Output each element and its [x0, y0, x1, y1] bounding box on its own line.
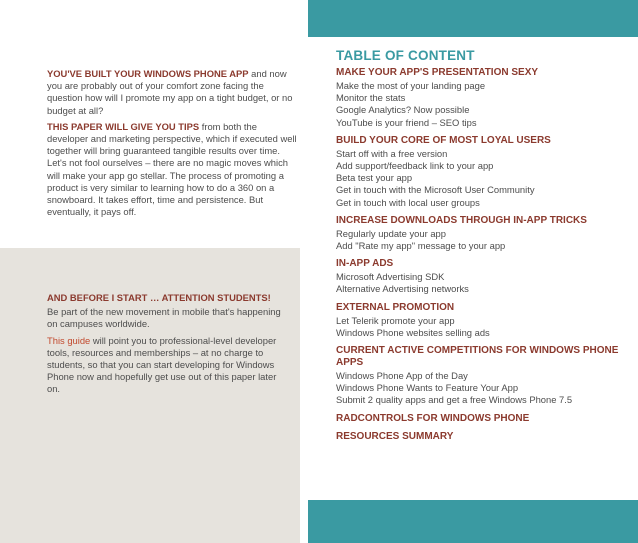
toc-item[interactable]: Regularly update your app [336, 227, 446, 239]
intro-section [47, 68, 297, 222]
toc-section-heading[interactable]: CURRENT ACTIVE COMPETITIONS FOR WINDOWS PHONE APPS [336, 345, 619, 369]
toc-item[interactable]: Let Telerik promote your app [336, 314, 455, 326]
students-paragraph-2 [47, 335, 287, 396]
toc-section-heading[interactable]: INCREASE DOWNLOADS THROUGH IN-APP TRICKS [336, 214, 587, 226]
toc-item[interactable]: Get in touch with the Microsoft User Community [336, 184, 535, 196]
toc-item[interactable]: Make the most of your landing page [336, 80, 486, 91]
students-line-1: Be part of the new movement in mobile that's happening on campuses worldwide. [47, 306, 281, 330]
intro-lead-2: THIS PAPER WILL GIVE YOU TIPS [47, 120, 200, 132]
toc-item[interactable]: Add support/feedback link to your app [336, 160, 494, 172]
toc-section [336, 413, 628, 425]
toc-section [336, 67, 628, 129]
this-guide-link[interactable]: This guide [47, 334, 91, 346]
bottom-teal-band [308, 500, 638, 543]
students-section [47, 292, 287, 400]
top-teal-band [308, 0, 638, 37]
table-of-contents [336, 48, 628, 449]
intro-paragraph-2 [47, 121, 297, 219]
toc-item[interactable]: Add "Rate my app" message to your app [336, 240, 506, 252]
toc-item[interactable]: Windows Phone App of the Day [336, 370, 468, 382]
toc-item[interactable]: Get in touch with local user groups [336, 196, 480, 208]
toc-section-heading[interactable]: BUILD YOUR CORE OF MOST LOYAL USERS [336, 134, 551, 146]
toc-section-heading[interactable]: RADCONTROLS FOR WINDOWS PHONE [336, 412, 530, 424]
students-line-2: will point you to professional-level developer tools, resources and memberships – at no charge to students, so that you can start developing for Windows Phone now and hopefully get use out of this paper later on. [47, 334, 277, 395]
toc-section-heading[interactable]: MAKE YOUR APP'S PRESENTATION SEXY [336, 67, 539, 78]
toc-sections [336, 67, 628, 443]
toc-item[interactable]: Windows Phone Wants to Feature Your App [336, 382, 519, 394]
students-heading: AND BEFORE I START … ATTENTION STUDENTS! [47, 292, 271, 303]
toc-item[interactable]: Microsoft Advertising SDK [336, 271, 445, 283]
toc-item[interactable]: Submit 2 quality apps and get a free Windows Phone 7.5 [336, 394, 573, 406]
intro-paragraph-1 [47, 68, 297, 117]
intro-text-1: and now you are probably out of your comfort zone facing the question how will I promote my app on a tight budget, or no budget at all? [47, 68, 293, 116]
toc-item[interactable]: YouTube is your friend – SEO tips [336, 116, 477, 128]
toc-section [336, 431, 628, 443]
toc-section-heading[interactable]: RESOURCES SUMMARY [336, 430, 454, 442]
intro-text-2: from both the developer and marketing perspective, which if executed well together will bring guaranteed tangible results over time. Let's not fool ourselves – there are no magic moves which will make your app go stellar. The process of promoting a product is very similar to learning how to do a 360 on a snowboard. It takes effort, time and persistence. But eventually, it pays off. [47, 120, 297, 218]
toc-section-heading[interactable]: EXTERNAL PROMOTION [336, 301, 455, 313]
toc-item[interactable]: Windows Phone websites selling ads [336, 326, 490, 338]
toc-item[interactable]: Google Analytics? Now possible [336, 104, 470, 116]
toc-item[interactable]: Monitor the stats [336, 92, 406, 104]
intro-lead-1: YOU'VE BUILT YOUR WINDOWS PHONE APP [47, 68, 249, 79]
toc-item[interactable]: Beta test your app [336, 172, 413, 184]
toc-section [336, 345, 628, 407]
toc-item[interactable]: Start off with a free version [336, 147, 448, 159]
toc-section-heading[interactable]: IN-APP ADS [336, 258, 394, 270]
toc-item[interactable]: Alternative Advertising networks [336, 283, 469, 295]
toc-section [336, 258, 628, 295]
toc-title: TABLE OF CONTENT [336, 48, 475, 63]
toc-section [336, 135, 628, 209]
toc-section [336, 215, 628, 252]
toc-section [336, 302, 628, 339]
